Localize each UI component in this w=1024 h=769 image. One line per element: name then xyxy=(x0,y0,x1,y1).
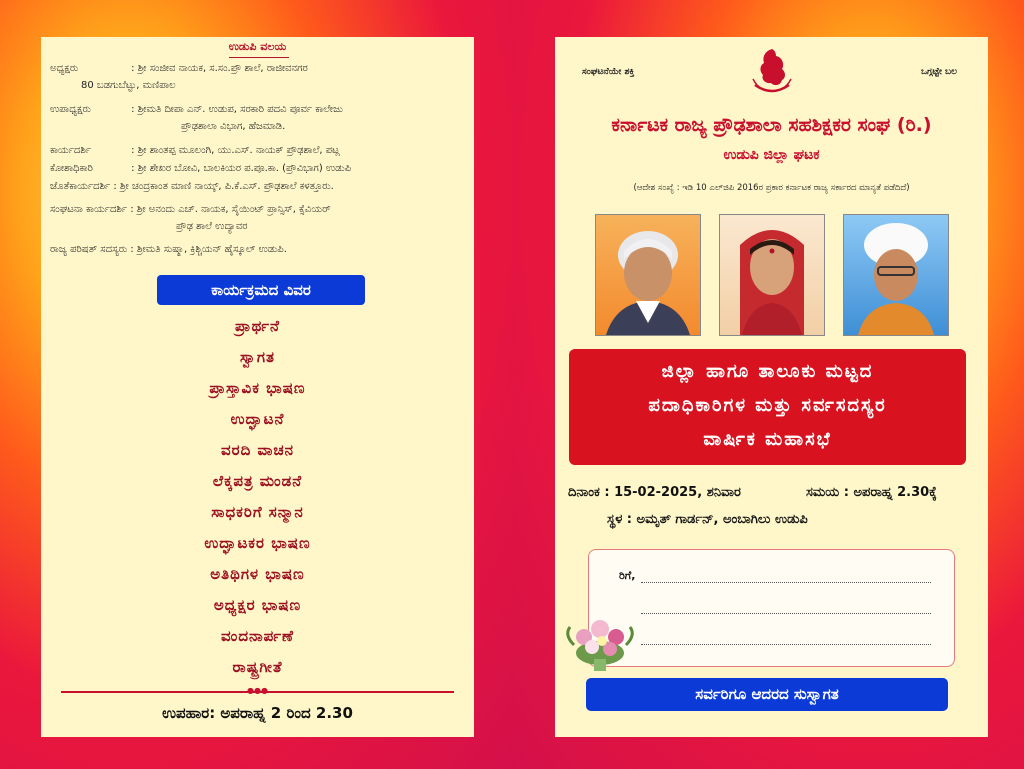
portrait-photo xyxy=(595,214,701,336)
addressee-box xyxy=(588,549,955,667)
zone-title-underline xyxy=(229,57,289,58)
divider-ornament: ●●● xyxy=(247,686,268,695)
program-heading: ಕಾರ್ಯಕ್ರಮದ ವಿವರ xyxy=(157,275,365,305)
event-time: ಸಮಯ : ಅಪರಾಹ್ನ 2.30ಕ್ಕೆ xyxy=(806,485,937,500)
program-item: ಉದ್ಘಾಟನೆ xyxy=(230,410,285,428)
program-page xyxy=(41,37,474,737)
officer-role: ಕೋಶಾಧಿಕಾರಿ xyxy=(50,163,93,174)
officer-joint-secretary: ಜೊತೆಕಾರ್ಯದರ್ಶಿ : ಶ್ರೀ ಚಂದ್ರಕಾಂತ ಮಾಣಿ ನಾಯ್ಕ್, ಪಿ.ಕೆ.ಎಸ್. ಪ್ರೌಢಶಾಲೆ ಕಳತ್ತೂರು. xyxy=(50,181,334,192)
zone-title: ಉಡುಪಿ ವಲಯ xyxy=(228,40,287,53)
program-item: ಪ್ರಾರ್ಥನೆ xyxy=(235,317,280,335)
flower-bouquet-icon xyxy=(560,605,640,673)
district-unit: ಉಡುಪಿ ಜಿಲ್ಲಾ ಘಟಕ xyxy=(723,147,820,163)
officer-role: ಕಾರ್ಯದರ್ಶಿ xyxy=(50,145,92,156)
officer-name: ಶ್ರೀ ಚಂದ್ರಕಾಂತ ಮಾಣಿ ನಾಯ್ಕ್, ಪಿ.ಕೆ.ಎಸ್. ಪ್ರೌಢಶಾಲೆ ಕಳತ್ತೂರು. xyxy=(119,181,334,192)
officer-president-cont: 80 ಬಡಗುಬೆಟ್ಟು, ಮಣಿಪಾಲ xyxy=(81,80,176,91)
karnataka-map-emblem-icon xyxy=(745,45,799,95)
officer-vice-president-cont: ಪ್ರೌಢಶಾಲಾ ವಿಭಾಗ, ಹೆಜಮಾಡಿ. xyxy=(181,121,286,132)
officer-role: ಸಂಘಟನಾ ಕಾರ್ಯದರ್ಶಿ xyxy=(50,204,128,215)
invitation-cover xyxy=(555,37,988,737)
officer-name: ಶ್ರೀ ಅನಂದು ಎಚ್. ನಾಯಕ, ಸೈಯಿಂಟ್ ಪ್ರಾನ್ಸಿಸ್, ಕ್ಸೆವಿಯರ್ xyxy=(136,204,331,215)
program-item: ವಂದನಾರ್ಪಣೆ xyxy=(221,627,294,645)
event-date: ದಿನಾಂಕ : 15-02-2025, ಶನಿವಾರ xyxy=(568,485,741,500)
event-title-line: ಪದಾಧಿಕಾರಿಗಳ ಮತ್ತು ಸರ್ವಸದಸ್ಯರ xyxy=(648,395,887,416)
officer-org-secretary: ಸಂಘಟನಾ ಕಾರ್ಯದರ್ಶಿ : ಶ್ರೀ ಅನಂದು ಎಚ್. ನಾಯಕ, ಸೈಯಿಂಟ್ ಪ್ರಾನ್ಸಿಸ್, ಕ್ಸೆವಿಯರ್ xyxy=(50,204,331,215)
officer-name: ಶ್ರೀಮತಿ ಸುಷ್ಮಾ, ಕ್ರಿಶ್ಚಿಯನ್ ಹೈಸ್ಕೂಲ್ ಉಡುಪಿ. xyxy=(136,244,287,255)
program-item: ರಾಷ್ಟ್ರಗೀತೆ xyxy=(232,658,283,676)
officer-vice-president: ಉಪಾಧ್ಯಕ್ಷರು : ಶ್ರೀಮತಿ ದೀಪಾ ಎನ್. ಉಡುಪ, ಸರಕಾರಿ ಪದವಿ ಪೂರ್ವ ಕಾಲೇಜು xyxy=(50,104,343,115)
event-title-line: ವಾರ್ಷಿಕ ಮಹಾಸಭೆ xyxy=(703,429,832,450)
officer-org-secretary-cont: ಪ್ರೌಢ ಶಾಲೆ ಉದ್ಯಾವರ xyxy=(176,221,248,232)
program-item: ಅಧ್ಯಕ್ಷರ ಭಾಷಣ xyxy=(213,596,302,614)
event-title-line: ಜಿಲ್ಲಾ ಹಾಗೂ ತಾಲೂಕು ಮಟ್ಟದ xyxy=(661,361,874,382)
program-item: ಅತಿಥಿಗಳ ಭಾಷಣ xyxy=(210,565,305,583)
program-item: ವರದಿ ವಾಚನ xyxy=(221,441,294,459)
refreshment-time: ಉಪಹಾರ: ಅಪರಾಹ್ನ 2 ರಿಂದ 2.30 xyxy=(162,704,353,722)
officer-state-council: ರಾಜ್ಯ ಪರಿಷತ್ ಸದಸ್ಯರು : ಶ್ರೀಮತಿ ಸುಷ್ಮಾ, ಕ್ರಿಶ್ಚಿಯನ್ ಹೈಸ್ಕೂಲ್ ಉಡುಪಿ. xyxy=(50,244,287,255)
addressee-label: ರಿಗೆ, xyxy=(619,569,636,582)
welcome-banner: ಸರ್ವರಿಗೂ ಆದರದ ಸುಸ್ವಾಗತ xyxy=(586,678,948,711)
addressee-line xyxy=(641,613,931,614)
program-item: ಸ್ವಾಗತ xyxy=(239,348,275,366)
program-item: ಉದ್ಘಾಟಕರ ಭಾಷಣ xyxy=(204,534,311,552)
officer-role: ಜೊತೆಕಾರ್ಯದರ್ಶಿ xyxy=(50,181,111,192)
event-venue: ಸ್ಥಳ : ಅಮೃತ್ ಗಾರ್ಡನ್, ಅಂಬಾಗಿಲು ಉಡುಪಿ xyxy=(607,512,808,527)
org-name: ಕರ್ನಾಟಕ ರಾಜ್ಯ ಪ್ರೌಢಶಾಲಾ ಸಹಶಿಕ್ಷಕರ ಸಂಘ (ರಿ.) xyxy=(611,114,932,136)
officer-name: ಶ್ರೀ ಶೇಖರ ಬೋವಿ, ಬಾಲಕಿಯರ ಪ.ಪೂ.ಕಾ. (ಪ್ರೌವಿಭಾಗ) ಉಡುಪಿ xyxy=(137,163,352,174)
addressee-line xyxy=(641,644,931,645)
recognition-note: (ಆದೇಶ ಸಂಖ್ಯೆ : ಇಡಿ 10 ಎಲ್‌ಜಿಪಿ 2016ರ ಪ್ರಕಾರ ಕರ್ನಾಟಕ ರಾಜ್ಯ ಸರ್ಕಾರದ ಮಾನ್ಯತೆ ಪಡೆದಿದೆ) xyxy=(633,183,910,193)
officer-role: ಅಧ್ಯಕ್ಷರು xyxy=(50,63,79,74)
officer-role: ಉಪಾಧ್ಯಕ್ಷರು xyxy=(50,104,91,115)
portrait-photo xyxy=(843,214,949,336)
program-item: ಪ್ರಾಸ್ತಾವಿಕ ಭಾಷಣ xyxy=(209,379,306,397)
officer-treasurer: ಕೋಶಾಧಿಕಾರಿ : ಶ್ರೀ ಶೇಖರ ಬೋವಿ, ಬಾಲಕಿಯರ ಪ.ಪೂ.ಕಾ. (ಪ್ರೌವಿಭಾಗ) ಉಡುಪಿ xyxy=(50,163,352,174)
motto-right: ಒಗ್ಗಟ್ಟೇ ಬಲ xyxy=(921,67,957,77)
officer-role: ರಾಜ್ಯ ಪರಿಷತ್ ಸದಸ್ಯರು xyxy=(50,244,128,255)
program-item: ಸಾಧಕರಿಗೆ ಸನ್ಮಾನ xyxy=(211,503,304,521)
officer-name: ಶ್ರೀ ಶಾಂತಪ್ಪ ಮೂಲಂಗಿ, ಯು.ಎಸ್. ನಾಯಕ್ ಪ್ರೌಢಶಾಲೆ, ಪಟ್ಲ xyxy=(137,145,340,156)
addressee-line xyxy=(641,582,931,583)
officer-name: ಶ್ರೀಮತಿ ದೀಪಾ ಎನ್. ಉಡುಪ, ಸರಕಾರಿ ಪದವಿ ಪೂರ್ವ ಕಾಲೇಜು xyxy=(137,104,343,115)
event-title-banner xyxy=(569,349,966,465)
portrait-photo xyxy=(719,214,825,336)
officer-president: ಅಧ್ಯಕ್ಷರು : ಶ್ರೀ ಸಂಜೀವ ನಾಯಕ, ಸ.ಸಂ.ಪ್ರೌ ಶಾಲೆ, ರಾಜೀವನಗರ xyxy=(50,63,308,74)
officer-secretary: ಕಾರ್ಯದರ್ಶಿ : ಶ್ರೀ ಶಾಂತಪ್ಪ ಮೂಲಂಗಿ, ಯು.ಎಸ್. ನಾಯಕ್ ಪ್ರೌಢಶಾಲೆ, ಪಟ್ಲ xyxy=(50,145,340,156)
officer-name: ಶ್ರೀ ಸಂಜೀವ ನಾಯಕ, ಸ.ಸಂ.ಪ್ರೌ ಶಾಲೆ, ರಾಜೀವನಗರ xyxy=(137,63,308,74)
program-item: ಲೆಕ್ಕಪತ್ರ ಮಂಡನೆ xyxy=(212,472,303,490)
motto-left: ಸಂಘಟನೆಯೇ ಶಕ್ತಿ xyxy=(582,67,635,77)
